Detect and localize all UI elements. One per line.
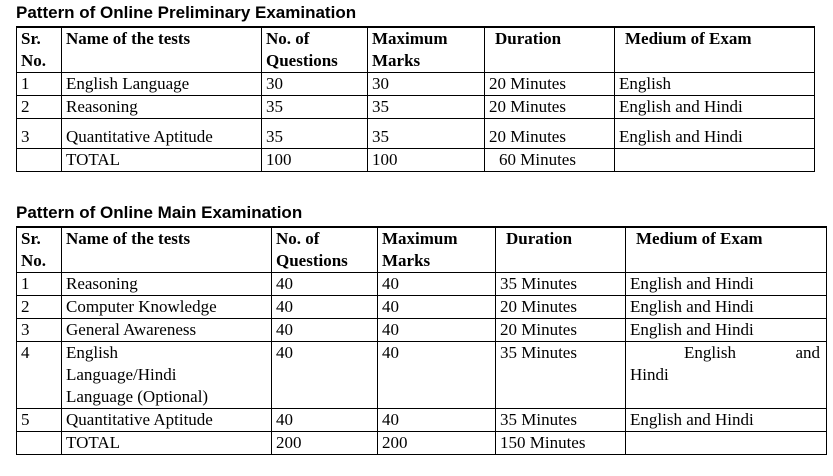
- table-row: [17, 119, 815, 149]
- medium-cell: [615, 149, 815, 172]
- marks-cell: 40: [378, 319, 496, 342]
- duration-cell: 20 Minutes: [485, 96, 615, 119]
- sr-cell: 2: [17, 296, 62, 319]
- questions-cell: 40: [272, 409, 378, 432]
- test-name-cell: Computer Knowledge: [62, 296, 272, 319]
- test-name-cell: Quantitative Aptitude: [62, 409, 272, 432]
- marks-cell: 35: [368, 119, 485, 149]
- medium-cell: English: [615, 73, 815, 96]
- questions-cell: 40: [272, 319, 378, 342]
- test-name-cell: English Language/Hindi Language (Optional): [62, 342, 272, 409]
- medium-cell: [626, 432, 827, 455]
- test-name-cell: Reasoning: [62, 96, 262, 119]
- sr-no-header: Sr. No.: [17, 27, 62, 73]
- questions-cell: 40: [272, 342, 378, 409]
- questions-cell: 35: [262, 119, 368, 149]
- test-name-cell: English Language: [62, 73, 262, 96]
- total-row: [17, 432, 827, 455]
- duration-cell: 35 Minutes: [496, 409, 626, 432]
- medium-cell: English and Hindi: [626, 409, 827, 432]
- medium-cell: English and Hindi: [626, 273, 827, 296]
- total-label-cell: TOTAL: [62, 432, 272, 455]
- table-header-row: [17, 27, 815, 73]
- test-name-cell: General Awareness: [62, 319, 272, 342]
- questions-cell: 40: [272, 273, 378, 296]
- duration-header: Duration: [496, 227, 626, 273]
- preliminary-title: Pattern of Online Preliminary Examination: [16, 3, 357, 22]
- table-row: [17, 73, 815, 96]
- total-questions-cell: 200: [272, 432, 378, 455]
- main-table: [16, 226, 827, 455]
- duration-cell: 20 Minutes: [485, 119, 615, 149]
- marks-cell: 30: [368, 73, 485, 96]
- medium-header: Medium of Exam: [615, 27, 815, 73]
- sr-cell: [17, 149, 62, 172]
- questions-header: No. of Questions: [272, 227, 378, 273]
- duration-cell: 20 Minutes: [496, 296, 626, 319]
- duration-cell: 35 Minutes: [496, 273, 626, 296]
- total-row: [17, 149, 815, 172]
- max-marks-header: Maximum Marks: [368, 27, 485, 73]
- marks-cell: 40: [378, 273, 496, 296]
- duration-cell: 20 Minutes: [485, 73, 615, 96]
- total-label-cell: TOTAL: [62, 149, 262, 172]
- questions-cell: 30: [262, 73, 368, 96]
- medium-cell: English and Hindi: [626, 296, 827, 319]
- table-row: [17, 96, 815, 119]
- marks-cell: 40: [378, 409, 496, 432]
- test-name-header: Name of the tests: [62, 27, 262, 73]
- questions-cell: 40: [272, 296, 378, 319]
- sr-no-header: Sr. No.: [17, 227, 62, 273]
- table-row: [17, 296, 827, 319]
- table-row: [17, 409, 827, 432]
- questions-header: No. of Questions: [262, 27, 368, 73]
- medium-cell: English and Hindi: [615, 96, 815, 119]
- total-marks-cell: 100: [368, 149, 485, 172]
- total-duration-cell: 60 Minutes: [485, 149, 615, 172]
- sr-cell: 4: [17, 342, 62, 409]
- medium-header: Medium of Exam: [626, 227, 827, 273]
- medium-cell: English and Hindi: [615, 119, 815, 149]
- table-header-row: [17, 227, 827, 273]
- questions-cell: 35: [262, 96, 368, 119]
- marks-cell: 40: [378, 296, 496, 319]
- duration-cell: 20 Minutes: [496, 319, 626, 342]
- marks-cell: 40: [378, 342, 496, 409]
- sr-cell: 3: [17, 119, 62, 149]
- max-marks-header: Maximum Marks: [378, 227, 496, 273]
- test-name-header: Name of the tests: [62, 227, 272, 273]
- test-name-cell: Reasoning: [62, 273, 272, 296]
- table-row: [17, 273, 827, 296]
- total-marks-cell: 200: [378, 432, 496, 455]
- sr-cell: 5: [17, 409, 62, 432]
- sr-cell: 1: [17, 273, 62, 296]
- sr-cell: [17, 432, 62, 455]
- medium-cell: English and Hindi: [626, 342, 827, 409]
- preliminary-table: [16, 26, 815, 172]
- sr-cell: 3: [17, 319, 62, 342]
- total-duration-cell: 150 Minutes: [496, 432, 626, 455]
- sr-cell: 1: [17, 73, 62, 96]
- marks-cell: 35: [368, 96, 485, 119]
- duration-cell: 35 Minutes: [496, 342, 626, 409]
- medium-cell: English and Hindi: [626, 319, 827, 342]
- table-row: [17, 342, 827, 409]
- sr-cell: 2: [17, 96, 62, 119]
- main-title: Pattern of Online Main Examination: [16, 203, 303, 222]
- duration-header: Duration: [485, 27, 615, 73]
- test-name-cell: Quantitative Aptitude: [62, 119, 262, 149]
- total-questions-cell: 100: [262, 149, 368, 172]
- table-row: [17, 319, 827, 342]
